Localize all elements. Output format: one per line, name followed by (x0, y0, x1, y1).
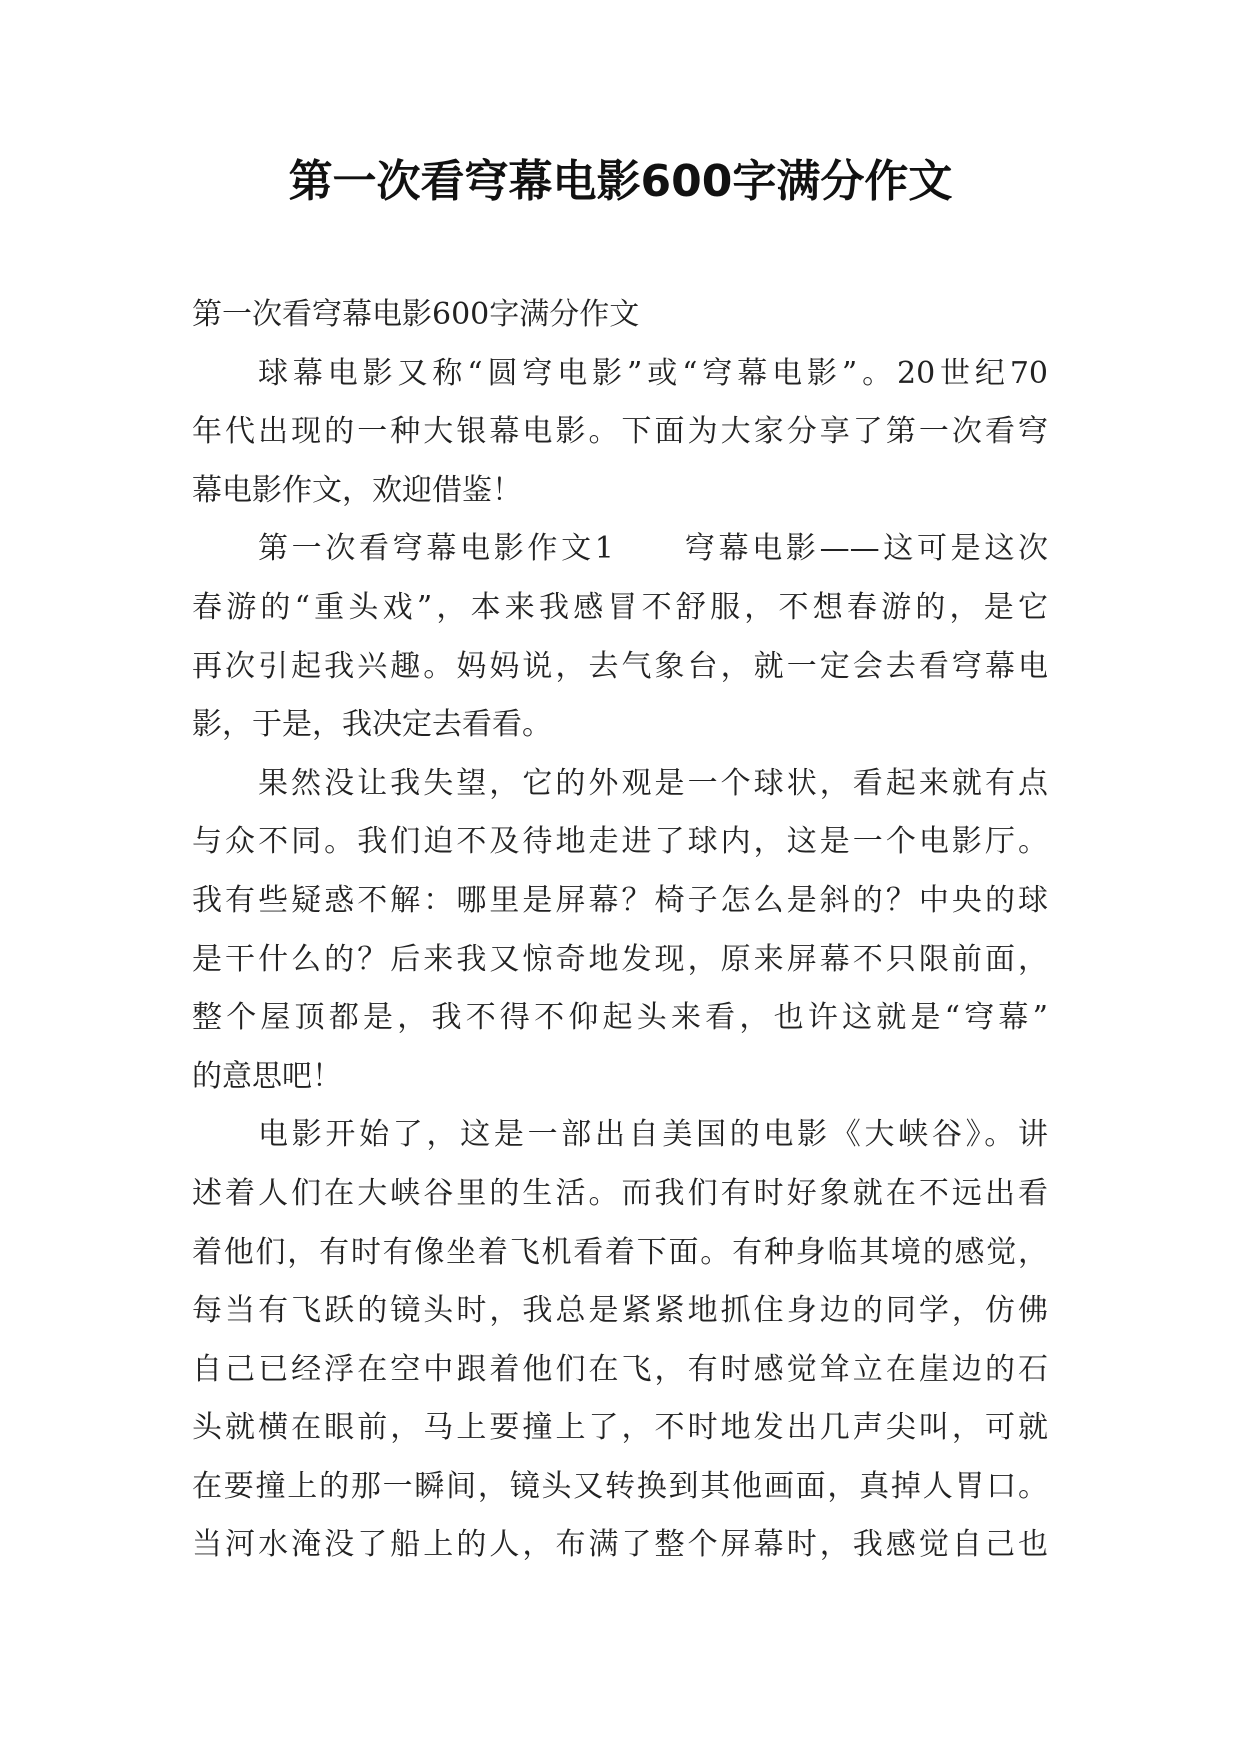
body-line: 在要撞上的那一瞬间，镜头又转换到其他画面，真掉人胃口。 (192, 1468, 1048, 1504)
body-line: 整个屋顶都是，我不得不仰起头来看，也许这就是“穹幕” (192, 1000, 1048, 1036)
body-line: 春游的“重头戏”，本来我感冒不舒服，不想春游的，是它 (192, 589, 1048, 625)
body-line: 电影开始了，这是一部出自美国的电影《大峡谷》。讲 (258, 1117, 1048, 1153)
body-line: 球幕电影又称“圆穹电影”或“穹幕电影”。20世纪70 (258, 355, 1048, 391)
document-body (192, 286, 1048, 1575)
body-line: 是干什么的？后来我又惊奇地发现，原来屏幕不只限前面， (192, 941, 1048, 977)
body-line: 着他们，有时有像坐着飞机看着下面。有种身临其境的感觉， (192, 1234, 1048, 1270)
body-line: 果然没让我失望，它的外观是一个球状，看起来就有点 (258, 765, 1048, 801)
body-line: 头就横在眼前，马上要撞上了，不时地发出几声尖叫，可就 (192, 1410, 1048, 1446)
body-line: 与众不同。我们迫不及待地走进了球内，这是一个电影厅。 (192, 824, 1048, 860)
body-line: 幕电影作文，欢迎借鉴！ (192, 472, 522, 508)
body-line: 影，于是，我决定去看看。 (192, 707, 552, 743)
body-line: 再次引起我兴趣。妈妈说，去气象台，就一定会去看穹幕电 (192, 648, 1048, 684)
body-line: 的意思吧！ (192, 1058, 342, 1094)
body-line: 第一次看穹幕电影600字满分作文 (192, 297, 640, 332)
body-line: 述着人们在大峡谷里的生活。而我们有时好象就在不远出看 (192, 1175, 1048, 1211)
body-line: 每当有飞跃的镜头时，我总是紧紧地抓住身边的同学，仿佛 (192, 1293, 1048, 1329)
document-title: 第一次看穹幕电影600字满分作文 (288, 156, 953, 207)
body-line: 当河水淹没了船上的人，布满了整个屏幕时，我感觉自己也 (192, 1527, 1048, 1563)
body-line: 年代出现的一种大银幕电影。下面为大家分享了第一次看穹 (192, 414, 1048, 450)
body-line: 自己已经浮在空中跟着他们在飞，有时感觉耸立在崖边的石 (192, 1351, 1048, 1387)
body-line: 第一次看穹幕电影作文1 穹幕电影——这可是这次 (258, 531, 1048, 567)
body-line: 我有些疑惑不解：哪里是屏幕？椅子怎么是斜的？中央的球 (192, 882, 1048, 918)
